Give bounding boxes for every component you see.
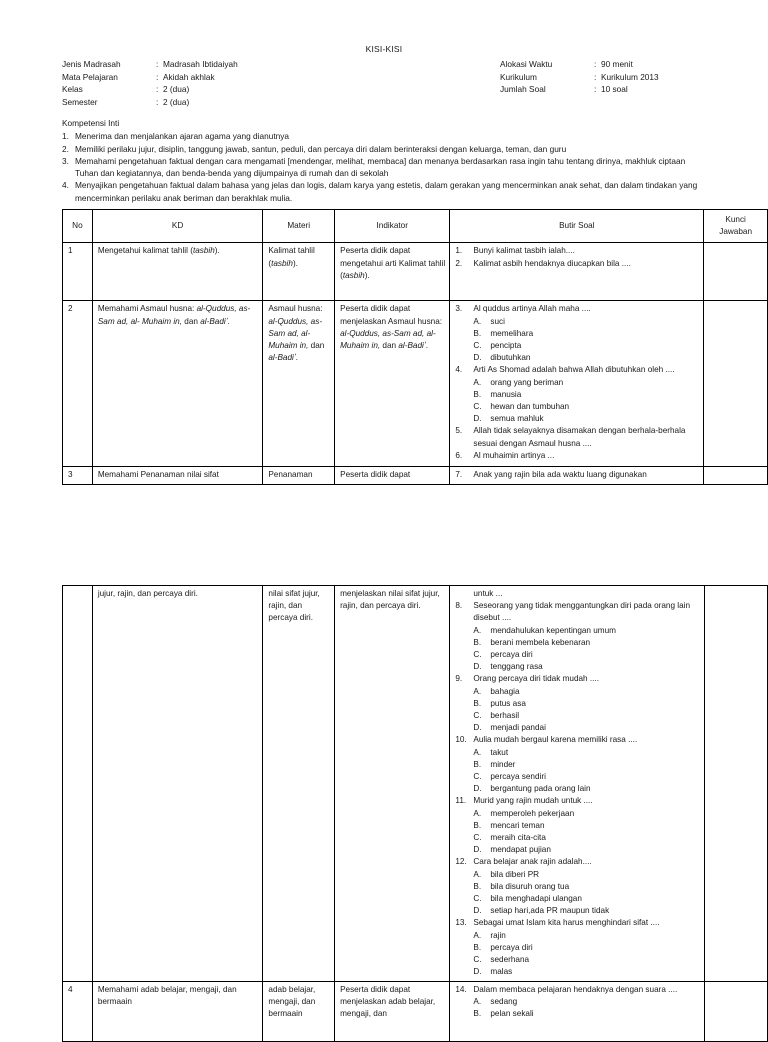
option-item bbox=[455, 905, 699, 917]
list-text: Menerima dan menjalankan ajaran agama yang dianutnya bbox=[75, 131, 290, 142]
italic-term: tasbih bbox=[342, 270, 365, 280]
option-item bbox=[455, 783, 699, 795]
meta-label: Jenis Madrasah bbox=[62, 59, 121, 69]
meta-label: Alokasi Waktu bbox=[500, 59, 553, 69]
meta-row bbox=[62, 83, 392, 96]
kisi-table-top bbox=[62, 209, 768, 485]
kisi-table-bottom bbox=[62, 585, 768, 1042]
option-item bbox=[455, 413, 699, 425]
option-item bbox=[455, 893, 699, 905]
cell-no: 2 bbox=[63, 301, 93, 467]
cell-indikator: Peserta didik dapat menjelaskan Asmaul husna: al-Quddus, as-Sam ad, al- Muhaim in, dan al-Badiʼ. bbox=[335, 301, 450, 467]
option-item bbox=[455, 966, 699, 978]
option-letter: A. bbox=[473, 808, 482, 818]
option-item bbox=[455, 637, 699, 649]
option-item bbox=[455, 686, 699, 698]
question-number: 8. bbox=[455, 601, 463, 611]
cell-no: 3 bbox=[63, 467, 93, 484]
option-letter: A. bbox=[473, 747, 482, 757]
option-text: bergantung pada orang lain bbox=[490, 784, 591, 794]
question-item bbox=[455, 600, 699, 624]
meta-label: Semester bbox=[62, 96, 98, 107]
question-text: Dalam membaca pelajaran hendaknya dengan suara .... bbox=[473, 984, 678, 994]
option-text: malas bbox=[490, 967, 513, 977]
cell-materi: Asmaul husna: al-Quddus, as-Sam ad, al-Muhaim in, dan al-Badiʼ. bbox=[263, 301, 335, 467]
cell-butir-soal bbox=[450, 981, 704, 1041]
meta-separator: : bbox=[156, 96, 159, 107]
italic-term: al-Quddus, as- Sam ad, al- Muhaim in, bbox=[97, 304, 251, 326]
option-text: meraih cita-cita bbox=[490, 833, 546, 843]
italic-term: al-Badiʼ bbox=[268, 353, 296, 363]
question-item bbox=[455, 364, 699, 376]
option-text: bila menghadapi ulangan bbox=[490, 894, 582, 904]
option-text: sedang bbox=[490, 996, 518, 1006]
question-item bbox=[455, 984, 699, 996]
cell-no: 1 bbox=[63, 243, 93, 301]
meta-separator: : bbox=[156, 71, 159, 82]
option-item bbox=[455, 352, 699, 364]
question-number: 14. bbox=[455, 984, 467, 994]
meta-label: Jumlah Soal bbox=[500, 84, 546, 95]
option-letter: A. bbox=[473, 377, 482, 387]
list-text: Menyajikan pengetahuan faktual dalam bahasa yang jelas dan logis, dalam karya yang estetis, dalam gerakan yang mencerminkan anak sehat, dan dalam tindakan yang mencerminkan perilaku anak beriman dan berakhlak mulia. bbox=[75, 180, 698, 203]
kunci-jawaban-line1: Kunci bbox=[725, 215, 746, 224]
question-item bbox=[455, 795, 699, 807]
option-text: pelan sekali bbox=[490, 1008, 534, 1018]
option-item bbox=[455, 820, 699, 832]
italic-term: al-Badiʼ bbox=[200, 316, 228, 326]
meta-separator: : bbox=[156, 84, 159, 95]
option-item bbox=[455, 649, 699, 661]
option-letter: B. bbox=[473, 1008, 482, 1018]
option-letter: A. bbox=[473, 316, 482, 326]
option-text: tenggang rasa bbox=[490, 662, 543, 672]
meta-right-block bbox=[500, 58, 760, 96]
option-text: bila diberi PR bbox=[490, 869, 540, 879]
cell-butir-soal bbox=[450, 467, 704, 484]
meta-row bbox=[62, 71, 392, 84]
question-number: 11. bbox=[455, 796, 467, 806]
cell-kd: Mengetahui kalimat tahlil (tasbih). bbox=[92, 243, 263, 301]
cell-butir-soal bbox=[450, 301, 704, 467]
meta-row bbox=[500, 71, 760, 84]
kompetensi-inti-block bbox=[62, 117, 710, 204]
cell-indikator: menjelaskan nilai sifat jujur, rajin, dan percaya diri. bbox=[335, 586, 450, 982]
meta-separator: : bbox=[156, 59, 159, 69]
cell-kunci-jawaban bbox=[704, 243, 768, 301]
meta-row bbox=[62, 58, 392, 71]
question-text: Kalimat asbih hendaknya diucapkan bila .... bbox=[473, 258, 631, 268]
question-item bbox=[455, 469, 699, 481]
option-text: putus asa bbox=[490, 698, 526, 708]
option-item bbox=[455, 771, 699, 783]
option-item bbox=[455, 869, 699, 881]
column-header-kd: KD bbox=[92, 210, 263, 243]
option-item bbox=[455, 389, 699, 401]
meta-value: Akidah akhlak bbox=[163, 71, 215, 82]
option-text: suci bbox=[490, 316, 505, 326]
question-item bbox=[455, 303, 699, 315]
option-letter: C. bbox=[473, 341, 482, 351]
cell-butir-soal bbox=[450, 586, 704, 982]
kompetensi-inti-item bbox=[62, 179, 710, 204]
list-number: 1. bbox=[62, 131, 69, 142]
option-text: setiap hari,ada PR maupun tidak bbox=[490, 906, 610, 916]
column-header-no: No bbox=[63, 210, 93, 243]
option-text: hewan dan tumbuhan bbox=[490, 402, 570, 412]
table-row bbox=[63, 586, 768, 982]
italic-term: tasbih bbox=[192, 246, 215, 256]
question-item bbox=[455, 450, 699, 462]
meta-value: 90 menit bbox=[601, 59, 633, 69]
meta-row bbox=[500, 58, 760, 71]
cell-materi: Penanaman bbox=[263, 467, 335, 484]
question-number: 9. bbox=[455, 674, 463, 684]
option-letter: B. bbox=[473, 637, 482, 647]
italic-term: al-Quddus, as-Sam ad, al- Muhaim in, bbox=[340, 328, 436, 351]
list-number: 2. bbox=[62, 143, 69, 154]
option-letter: D. bbox=[473, 784, 482, 794]
kunci-jawaban-line2: Jawaban bbox=[719, 227, 753, 237]
option-text: bila disuruh orang tua bbox=[490, 881, 570, 891]
kompetensi-inti-heading: Kompetensi Inti bbox=[62, 118, 120, 128]
question-continuation: untuk ... bbox=[473, 589, 503, 598]
question-item bbox=[455, 734, 699, 746]
meta-label: Kelas bbox=[62, 84, 83, 95]
question-text: Allah tidak selayaknya disamakan dengan berhala-berhala sesuai dengan Asmaul husna .... bbox=[473, 426, 686, 448]
meta-row bbox=[62, 96, 392, 109]
question-text: Al quddus artinya Allah maha .... bbox=[473, 304, 591, 314]
option-text: berhasil bbox=[490, 711, 520, 721]
list-number: 4. bbox=[62, 180, 69, 191]
meta-row bbox=[500, 83, 760, 96]
cell-kunci-jawaban bbox=[704, 586, 767, 982]
question-text: Sebagai umat Islam kita harus menghindari sifat .... bbox=[473, 918, 660, 928]
question-text: Arti As Shomad adalah bahwa Allah dibutuhkan oleh .... bbox=[473, 365, 675, 375]
option-item bbox=[455, 710, 699, 722]
kompetensi-inti-item bbox=[62, 130, 710, 142]
option-letter: A. bbox=[473, 996, 482, 1006]
option-text: bahagia bbox=[490, 686, 520, 696]
question-list bbox=[455, 984, 699, 1021]
question-list bbox=[455, 588, 699, 979]
option-letter: C. bbox=[473, 402, 482, 412]
italic-term: al-Quddus, as-Sam ad, al-Muhaim in, bbox=[268, 316, 323, 351]
page-title: KISI-KISI bbox=[365, 44, 403, 54]
option-text: mencari teman bbox=[490, 820, 545, 830]
option-text: dibutuhkan bbox=[490, 353, 531, 363]
option-item bbox=[455, 661, 699, 673]
option-text: percaya sendiri bbox=[490, 772, 546, 782]
question-number: 6. bbox=[455, 450, 463, 460]
option-text: semua mahluk bbox=[490, 414, 544, 424]
question-number: 2. bbox=[455, 258, 463, 268]
option-item bbox=[455, 316, 699, 328]
question-item bbox=[455, 856, 699, 868]
cell-kd: Memahami Penanaman nilai sifat bbox=[92, 467, 263, 484]
option-text: mendahulukan kepentingan umum bbox=[490, 625, 617, 635]
cell-no: 4 bbox=[63, 981, 93, 1041]
question-number: 7. bbox=[455, 470, 463, 480]
question-number: 12. bbox=[455, 857, 467, 867]
question-text: Orang percaya diri tidak mudah .... bbox=[473, 674, 599, 684]
meta-value: 2 (dua) bbox=[163, 96, 190, 107]
option-item bbox=[455, 759, 699, 771]
meta-separator: : bbox=[594, 71, 597, 82]
table-header-row bbox=[63, 210, 768, 243]
option-letter: A. bbox=[473, 930, 482, 940]
table-row bbox=[63, 981, 768, 1041]
question-text: Murid yang rajin mudah untuk .... bbox=[473, 796, 593, 806]
cell-kunci-jawaban bbox=[704, 467, 768, 484]
option-letter: B. bbox=[473, 942, 482, 952]
column-header-indikator: Indikator bbox=[335, 210, 450, 243]
option-item bbox=[455, 328, 699, 340]
meta-label: Kurikulum bbox=[500, 71, 537, 82]
cell-kd: Memahami adab belajar, mengaji, dan bermaain bbox=[92, 981, 263, 1041]
option-text: manusia bbox=[490, 389, 522, 399]
option-letter: D. bbox=[473, 906, 482, 916]
option-text: percaya diri bbox=[490, 650, 533, 660]
question-number: 10. bbox=[455, 735, 467, 745]
cell-kunci-jawaban bbox=[704, 981, 767, 1041]
cell-butir-soal bbox=[450, 243, 704, 301]
column-header-kunci-jawaban bbox=[704, 210, 768, 243]
question-list bbox=[455, 245, 699, 269]
question-item bbox=[455, 425, 699, 449]
option-item bbox=[455, 844, 699, 856]
option-text: memperoleh pekerjaan bbox=[490, 808, 575, 818]
question-text: Anak yang rajin bila ada waktu luang digunakan bbox=[473, 470, 647, 480]
option-item bbox=[455, 340, 699, 352]
option-letter: C. bbox=[473, 894, 482, 904]
meta-label: Mata Pelajaran bbox=[62, 71, 118, 82]
cell-indikator: Peserta didik dapat bbox=[335, 467, 450, 484]
table-row bbox=[63, 301, 768, 467]
meta-separator: : bbox=[594, 59, 597, 69]
question-text: Al muhaimin artinya ... bbox=[473, 450, 555, 460]
question-item bbox=[455, 258, 699, 270]
question-item bbox=[455, 673, 699, 685]
option-letter: D. bbox=[473, 353, 482, 363]
option-letter: B. bbox=[473, 328, 482, 338]
option-letter: D. bbox=[473, 662, 482, 672]
option-text: memelihara bbox=[490, 328, 534, 338]
question-item bbox=[455, 245, 699, 257]
option-item bbox=[455, 625, 699, 637]
question-number: 13. bbox=[455, 918, 467, 928]
cell-materi: nilai sifat jujur, rajin, dan percaya diri. bbox=[263, 586, 335, 982]
question-number: 1. bbox=[455, 246, 463, 256]
cell-kunci-jawaban bbox=[704, 301, 768, 467]
option-letter: D. bbox=[473, 967, 482, 977]
meta-value: 10 soal bbox=[601, 84, 628, 95]
meta-value: Kurikulum 2013 bbox=[601, 71, 659, 82]
column-header-materi: Materi bbox=[263, 210, 335, 243]
column-header-butir-soal: Butir Soal bbox=[450, 210, 704, 243]
option-letter: B. bbox=[473, 820, 482, 830]
option-letter: B. bbox=[473, 881, 482, 891]
option-item bbox=[455, 1008, 699, 1020]
table-row bbox=[63, 243, 768, 301]
question-number: 5. bbox=[455, 426, 463, 436]
meta-value: Madrasah Ibtidaiyah bbox=[163, 59, 238, 69]
option-text: rajin bbox=[490, 930, 506, 940]
cell-kd: jujur, rajin, dan percaya diri. bbox=[92, 586, 263, 982]
option-text: menjadi pandai bbox=[490, 723, 546, 733]
cell-materi: Kalimat tahlil (tasbih). bbox=[263, 243, 335, 301]
option-letter: A. bbox=[473, 869, 482, 879]
option-item bbox=[455, 996, 699, 1008]
option-text: berani membela kebenaran bbox=[490, 637, 591, 647]
question-text: Cara belajar anak rajin adalah.... bbox=[473, 857, 592, 867]
option-item bbox=[455, 401, 699, 413]
italic-term: tasbih bbox=[271, 258, 293, 268]
question-list bbox=[455, 303, 699, 462]
kompetensi-inti-item bbox=[62, 155, 710, 180]
cell-no bbox=[63, 586, 93, 982]
option-letter: C. bbox=[473, 772, 482, 782]
option-item bbox=[455, 698, 699, 710]
option-item bbox=[455, 930, 699, 942]
option-letter: C. bbox=[473, 955, 482, 965]
cell-materi: adab belajar, mengaji, dan bermaain bbox=[263, 981, 335, 1041]
option-letter: D. bbox=[473, 723, 482, 733]
option-item bbox=[455, 942, 699, 954]
question-number: 3. bbox=[455, 304, 463, 314]
question-number: 4. bbox=[455, 365, 463, 375]
option-item bbox=[455, 747, 699, 759]
option-item bbox=[455, 377, 699, 389]
cell-indikator: Peserta didik dapat mengetahui arti Kalimat tahlil (tasbih). bbox=[335, 243, 450, 301]
option-text: takut bbox=[490, 747, 509, 757]
option-item bbox=[455, 832, 699, 844]
option-text: mendapat pujian bbox=[490, 845, 551, 855]
option-item bbox=[455, 808, 699, 820]
option-letter: A. bbox=[473, 686, 482, 696]
list-number: 3. bbox=[62, 155, 69, 166]
option-text: pencipta bbox=[490, 341, 522, 351]
meta-value: 2 (dua) bbox=[163, 84, 190, 95]
option-item bbox=[455, 722, 699, 734]
option-letter: C. bbox=[473, 650, 482, 660]
option-letter: D. bbox=[473, 845, 482, 855]
table-row bbox=[63, 467, 768, 484]
question-text: Aulia mudah bergaul karena memiliki rasa .... bbox=[473, 735, 638, 745]
list-text: Memahami pengetahuan faktual dengan cara mengamati [mendengar, melihat, membaca] dan menanya berdasarkan rasa ingin tahu tentang dirinya, makhluk ciptaan Tuhan dan kegiatannya, dan benda-benda yang dijumpainya di rumah dan di sekolah bbox=[75, 155, 686, 179]
option-text: orang yang beriman bbox=[490, 377, 564, 387]
option-letter: C. bbox=[473, 833, 482, 843]
option-text: percaya diri bbox=[490, 942, 533, 952]
option-letter: B. bbox=[473, 389, 482, 399]
meta-left-block bbox=[62, 58, 392, 108]
list-text: Memiliki perilaku jujur, disiplin, tanggung jawab, santun, peduli, dan percaya diri dalam berinteraksi dengan keluarga, teman, dan guru bbox=[75, 143, 567, 154]
question-text: Seseorang yang tidak menggantungkan diri pada orang lain disebut .... bbox=[473, 601, 691, 623]
option-letter: D. bbox=[473, 414, 482, 424]
option-item bbox=[455, 881, 699, 893]
question-text: Bunyi kalimat tasbih ialah.... bbox=[473, 246, 575, 256]
option-letter: B. bbox=[473, 698, 482, 708]
meta-separator: : bbox=[594, 84, 597, 95]
option-text: sederhana bbox=[490, 955, 530, 965]
option-letter: A. bbox=[473, 625, 482, 635]
option-letter: B. bbox=[473, 759, 482, 769]
question-item bbox=[455, 917, 699, 929]
italic-term: al-Badiʼ bbox=[398, 341, 426, 351]
option-letter: C. bbox=[473, 711, 482, 721]
kompetensi-inti-item bbox=[62, 143, 710, 155]
cell-kd: Memahami Asmaul husna: al-Quddus, as- Sam ad, al- Muhaim in, dan al-Badiʼ. bbox=[92, 301, 263, 467]
cell-indikator: Peserta didik dapat menjelaskan adab belajar, mengaji, dan bbox=[335, 981, 450, 1041]
option-item bbox=[455, 954, 699, 966]
option-text: minder bbox=[490, 759, 516, 769]
